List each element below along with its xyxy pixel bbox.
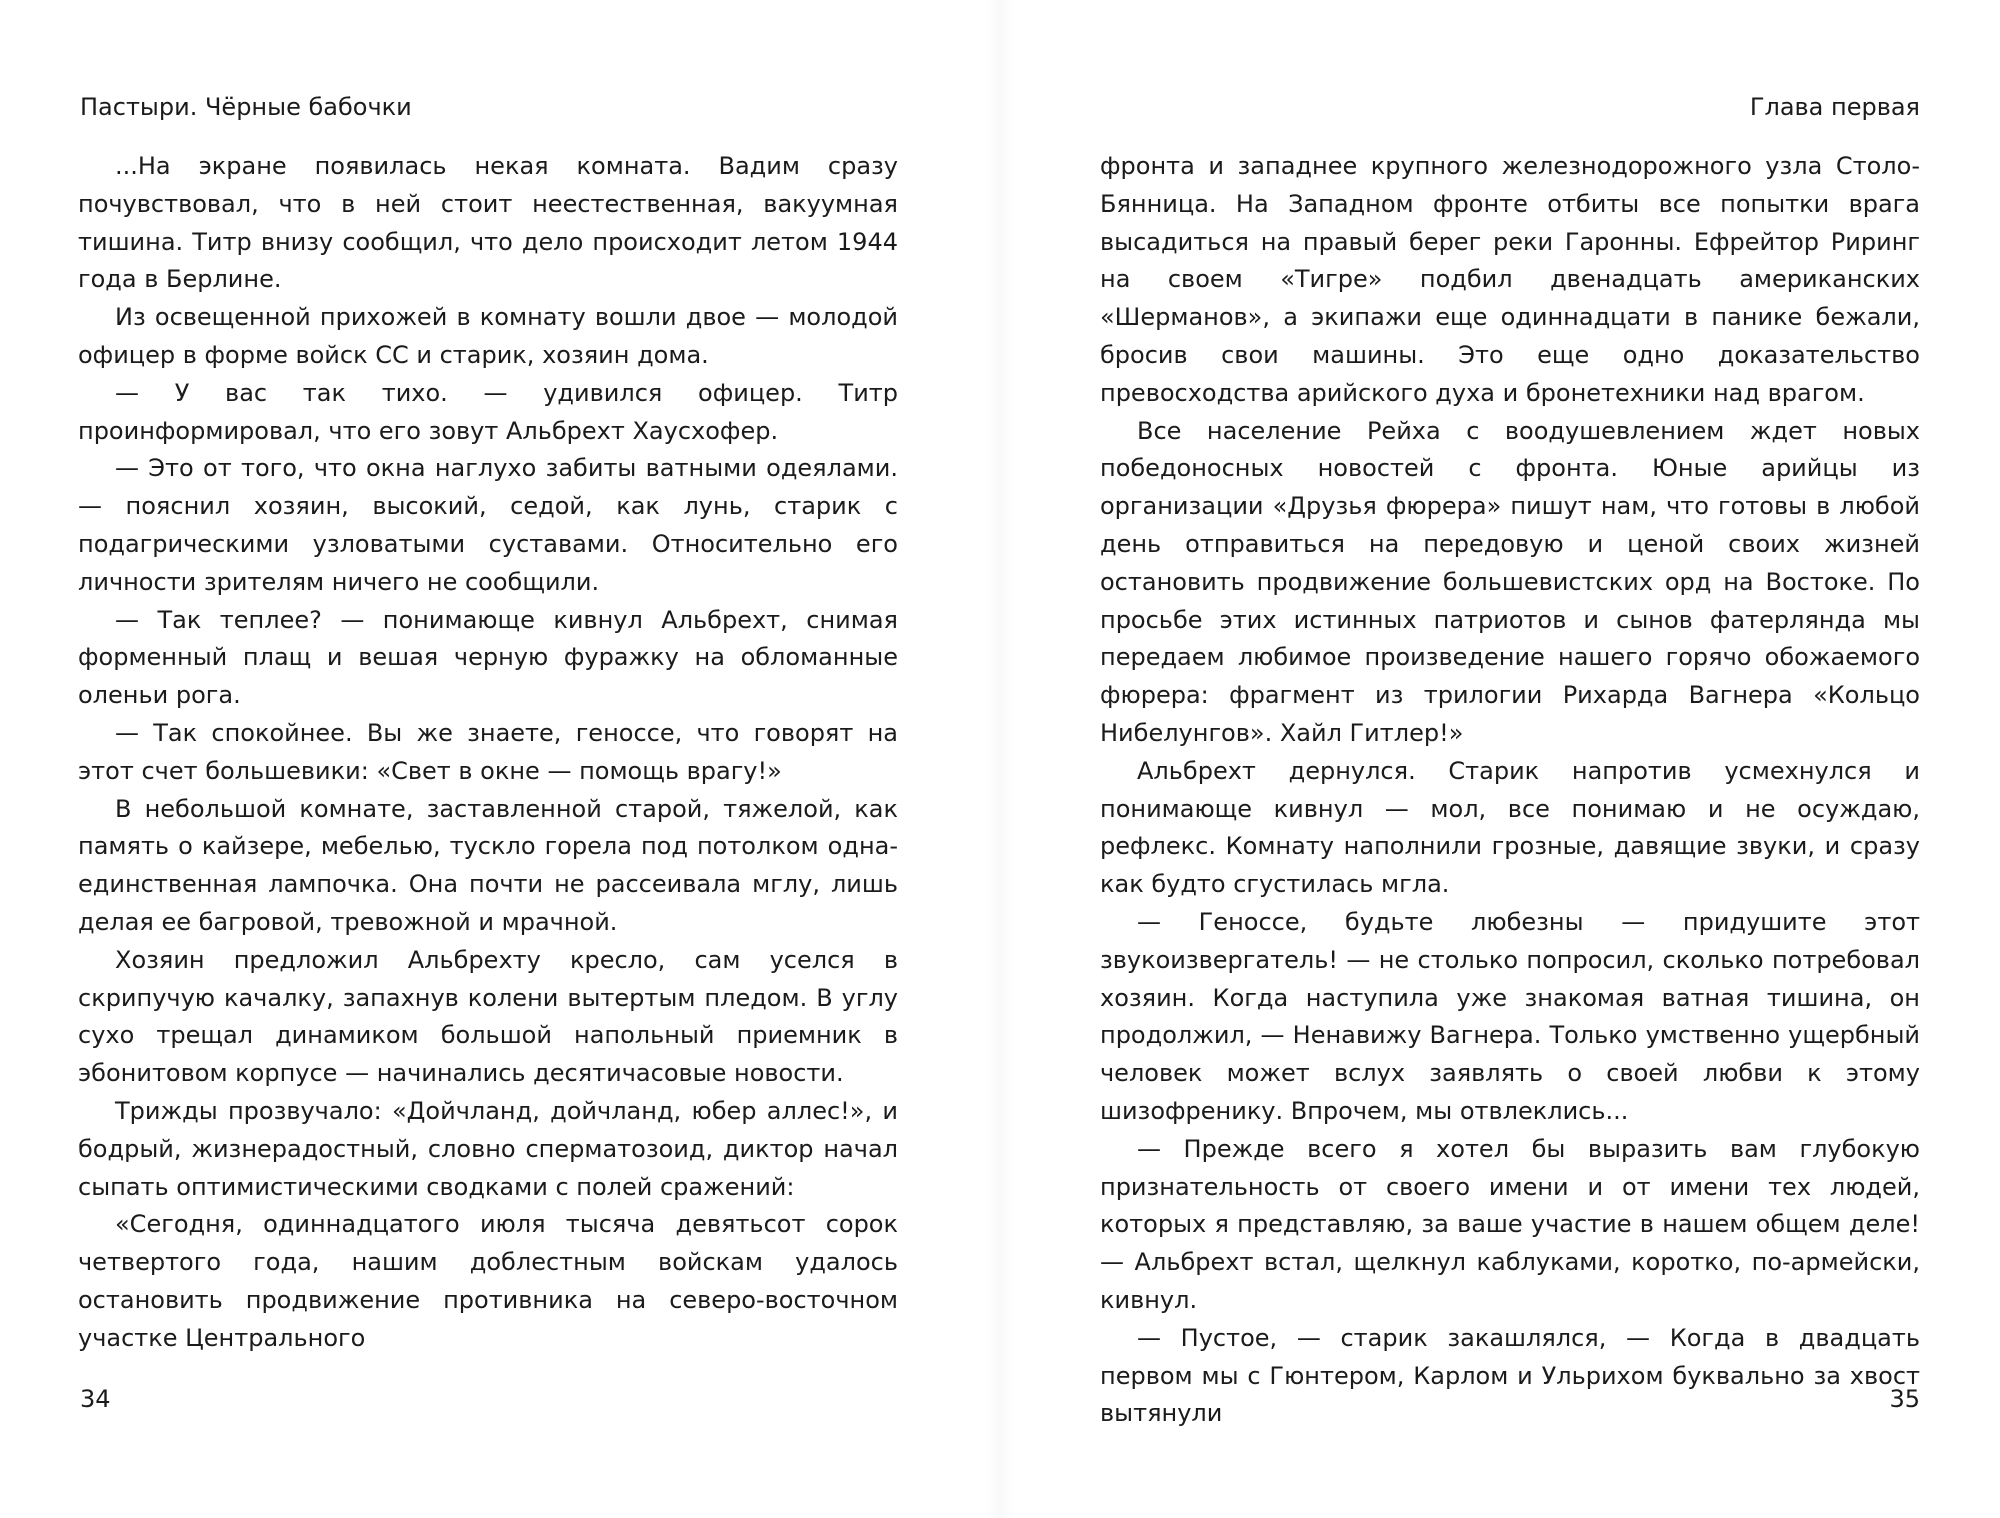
paragraph: — Это от того, что окна наглухо забиты ватными одеялами. — пояснил хозяин, высокий, седой, как лунь, старик с подагрическими узловатыми суставами. Относительно его личности зрителям ничего не сообщили. — [78, 454, 898, 596]
paragraph: Хозяин предложил Альбрехту кресло, сам уселся в скрипучую качалку, запахнув колени вытертым пледом. В углу сухо трещал динамиком большой напольный приемник в эбонитовом корпусе — начинались десятичасовые новости. — [78, 945, 898, 1088]
paragraph: Все население Рейха с воодушевлением ждет новых победоносных новостей с фронта. Юные арийцы из организации «Друзья фюрера» пишут нам, что готовы в любой день отправиться на передовую и ценой своих жизней остановить продвижение большевистских орд на Востоке. По просьбе этих истинных патриотов и сынов фатерлянда мы передаем любимое произведение нашего горячо обожаемого фюрера: фрагмент из трилогии Рихарда Вагнера «Кольцо Нибелунгов». Хайл Гитлер!» — [1100, 416, 1920, 747]
page-number-left: 34 — [80, 1385, 111, 1413]
running-head-right: Глава первая — [1749, 93, 1920, 121]
paragraph: — У вас так тихо. — удивился офицер. Титр проинформировал, что его зовут Альбрехт Хаусхофер. — [78, 378, 898, 445]
paragraph: — Так спокойнее. Вы же знаете, геноссе, что говорят на этот счет большевики: «Свет в окне — помощь врагу!» — [78, 718, 898, 785]
right-page — [1000, 0, 2000, 1518]
paragraph: фронта и западнее крупного железнодорожного узла Столо-Бянница. На Западном фронте отбиты все попытки врага высадиться на правый берег реки Гаронны. Ефрейтор Риринг на своем «Тигре» подбил двенадцать американских «Шерманов», а экипажи еще одиннадцати в панике бежали, бросив свои машины. Это еще одно доказательство превосходства арийского духа и бронетехники над врагом. — [1100, 152, 1920, 407]
running-head-left: Пастыри. Чёрные бабочки — [80, 93, 412, 121]
paragraph: — Пустое, — старик закашлялся, — Когда в двадцать первом мы с Гюнтером, Карлом и Ульрихом буквально за хвост вытянули — [1100, 1323, 1920, 1428]
paragraph: Альбрехт дернулся. Старик напротив усмехнулся и понимающе кивнул — мол, все понимаю и не осуждаю, рефлекс. Комнату наполнили грозные, давящие звуки, и сразу как будто сгустилась мгла. — [1100, 756, 1920, 899]
paragraph: Из освещенной прихожей в комнату вошли двое — молодой офицер в форме войск СС и старик, хозяин дома. — [78, 303, 898, 369]
paragraph: — Прежде всего я хотел бы выразить вам глубокую признательность от своего имени и от имени тех людей, которых я представляю, за ваше участие в нашем общем деле! — Альбрехт встал, щелкнул каблуками, коротко, по-армейски, кивнул. — [1100, 1134, 1920, 1314]
paragraph: ...На экране появилась некая комната. Вадим сразу почувствовал, что в ней стоит неестественная, вакуумная тишина. Титр внизу сообщил, что дело происходит летом 1944 года в Берлине. — [78, 152, 898, 294]
body-text-right — [1100, 148, 1920, 1433]
paragraph: — Геноссе, будьте любезны — придушите этот звукоизвергатель! — не столько попросил, сколько потребовал хозяин. Когда наступила уже знакомая ватная тишина, он продолжил, — Ненавижу Вагнера. Только умственно ущербный человек может вслух заявлять о своей любви к этому шизофренику. Впрочем, мы отвлеклись... — [1100, 907, 1920, 1125]
paragraph: «Сегодня, одиннадцатого июля тысяча девятьсот сорок четвертого года, нашим доблестным войскам удалось остановить продвижение противника на северо-восточном участке Центрального — [78, 1210, 898, 1352]
paragraph: В небольшой комнате, заставленной старой, тяжелой, как память о кайзере, мебелью, тускло горела под потолком одна-единственная лампочка. Она почти не рассеивала мглу, лишь делая ее багровой, тревожной и мрачной. — [78, 794, 898, 936]
body-text-left — [78, 148, 898, 1358]
paragraph: Трижды прозвучало: «Дойчланд, дойчланд, юбер аллес!», и бодрый, жизнерадостный, словно сперматозоид, диктор начал сыпать оптимистическими сводками с полей сражений: — [78, 1096, 898, 1201]
paragraph: — Так теплее? — понимающе кивнул Альбрехт, снимая форменный плащ и вешая черную фуражку на обломанные оленьи рога. — [78, 605, 898, 710]
page-number-right: 35 — [1889, 1385, 1920, 1413]
